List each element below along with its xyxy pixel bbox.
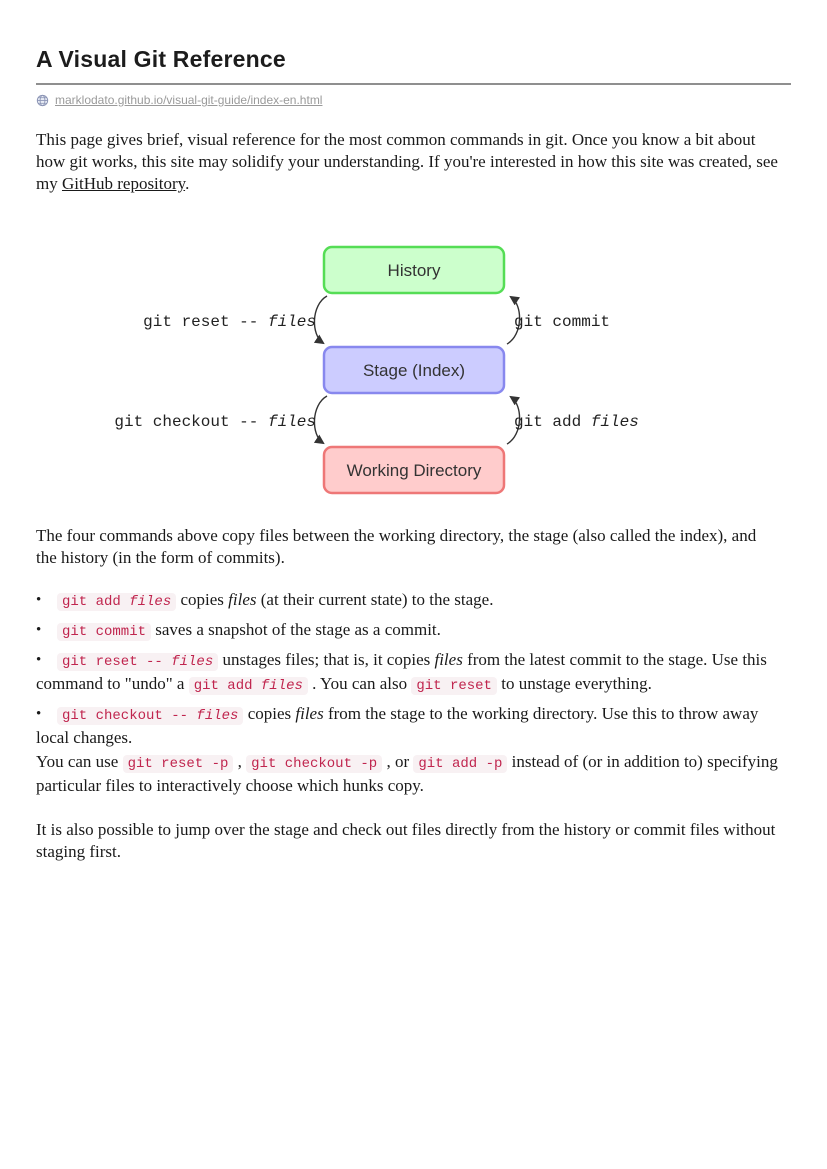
- arrow-checkout: [314, 396, 327, 443]
- command-bullet-list: [36, 589, 791, 749]
- source-url-link[interactable]: marklodato.github.io/visual-git-guide/index-en.html: [55, 93, 323, 107]
- hunks-paragraph: You can use git reset -p , git checkout -p , or git add -p instead of (or in addition to) specifying particular files to interactively choose which hunks copy.: [36, 752, 778, 795]
- globe-icon: [36, 94, 49, 107]
- emphasis-text: files: [434, 650, 463, 669]
- stage-label: Stage (Index): [362, 361, 465, 380]
- list-item-text: git add files copies files (at their current state) to the stage.: [57, 590, 493, 609]
- git-flow-diagram: [84, 243, 744, 503]
- emphasis-text: files: [228, 590, 257, 609]
- working-directory-box: [324, 447, 504, 493]
- list-item: [36, 589, 781, 613]
- emphasis-text: files: [295, 704, 324, 723]
- title-divider: [36, 83, 791, 85]
- working-directory-label: Working Directory: [346, 461, 481, 480]
- cmd-git-commit: git commit: [513, 313, 610, 331]
- bullet-icon: •: [36, 622, 42, 638]
- page-title: A Visual Git Reference: [36, 46, 286, 72]
- cmd-git-add: git add files: [513, 413, 639, 431]
- code-chip: git reset -p: [123, 755, 234, 773]
- code-chip: git commit: [57, 623, 151, 641]
- content-column: [36, 46, 791, 863]
- code-chip: git add files: [189, 677, 308, 695]
- code-chip: git add -p: [413, 755, 507, 773]
- cmd-git-checkout: git checkout -- files: [113, 413, 316, 431]
- history-label: History: [387, 261, 440, 280]
- cmd-git-reset: git reset -- files: [142, 313, 316, 331]
- overview-paragraph: The four commands above copy files between the working directory, the stage (also called the index), and the history (in the form of commits).: [36, 526, 757, 567]
- text-link[interactable]: GitHub repository: [61, 174, 186, 193]
- history-box: [324, 247, 504, 293]
- code-chip: git reset: [411, 677, 497, 695]
- list-item: [36, 703, 781, 749]
- intro-paragraph: This page gives brief, visual reference for the most common commands in git. Once you know a bit about how git works, this site may solidify your understanding. If you're interested in how this site was created, see my GitHub repository.: [36, 130, 778, 193]
- code-chip: git reset -- files: [57, 653, 218, 671]
- bullet-icon: •: [36, 652, 42, 668]
- list-item: [36, 619, 781, 643]
- code-chip: git checkout -- files: [57, 707, 243, 725]
- arrow-reset: [314, 296, 327, 343]
- source-row: [36, 93, 791, 107]
- list-item-text: git commit saves a snapshot of the stage as a commit.: [57, 620, 441, 639]
- list-item-text: git checkout -- files copies files from the stage to the working directory. Use this to throw away local changes.: [36, 704, 759, 747]
- bullet-icon: •: [36, 592, 42, 608]
- list-item-text: git reset -- files unstages files; that is, it copies files from the latest commit to the stage. Use this command to "undo" a git add files . You can also git reset to unstage everything.: [36, 650, 767, 694]
- final-paragraph: It is also possible to jump over the stage and check out files directly from the history or commit files without staging first.: [36, 820, 776, 861]
- code-chip: git add files: [57, 593, 176, 611]
- bullet-icon: •: [36, 706, 42, 722]
- stage-box: [324, 347, 504, 393]
- list-item: [36, 649, 781, 697]
- code-chip: git checkout -p: [246, 755, 382, 773]
